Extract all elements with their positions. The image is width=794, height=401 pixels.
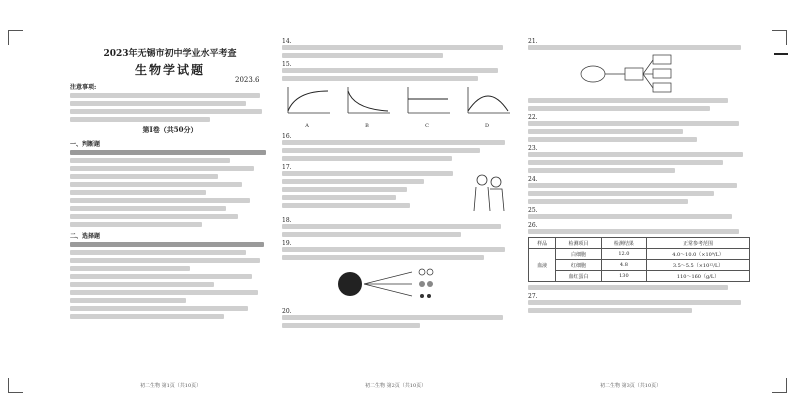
table-row	[529, 271, 750, 282]
table-header: 样品	[529, 238, 556, 249]
text-line	[528, 137, 697, 142]
text-line	[528, 45, 741, 50]
text-line	[528, 214, 732, 219]
question-number: 24.	[528, 176, 538, 183]
text-line	[70, 117, 210, 122]
curve-graph	[402, 85, 452, 119]
graph-b	[342, 85, 392, 129]
table-row	[529, 249, 750, 260]
text-line	[282, 195, 396, 200]
text-line	[282, 187, 407, 192]
text-line	[282, 148, 480, 153]
question-number: 20.	[282, 308, 292, 315]
table-cell: 白细胞	[556, 249, 601, 260]
text-line	[282, 76, 478, 81]
text-line	[282, 232, 461, 237]
table-header-row	[529, 238, 750, 249]
text-line	[70, 101, 246, 106]
text-line	[528, 191, 714, 196]
text-line	[528, 121, 739, 126]
text-line	[70, 222, 202, 227]
text-line	[70, 150, 266, 155]
question-number: 21.	[528, 38, 538, 45]
text-line	[70, 182, 242, 187]
text-line	[70, 206, 226, 211]
section-title: 第I卷（共50分）	[142, 125, 198, 134]
text-line	[70, 282, 214, 287]
graph-label: B	[365, 123, 369, 129]
text-line	[282, 45, 503, 50]
text-line	[70, 93, 260, 98]
question-number: 15.	[282, 61, 292, 68]
graph-label: D	[484, 123, 489, 129]
text-line	[282, 255, 484, 260]
crop-mark	[772, 30, 787, 45]
text-line	[282, 179, 424, 184]
crop-mark	[8, 30, 23, 45]
table-cell: 红细胞	[556, 260, 601, 271]
table-row	[529, 260, 750, 271]
question-number: 22.	[528, 114, 538, 121]
page-footer: 初二生物 第1页（共10页）	[140, 383, 202, 389]
column-page-2	[282, 38, 512, 378]
question-number: 27.	[528, 293, 538, 300]
text-line	[282, 140, 505, 145]
text-line	[282, 203, 410, 208]
question-number: 23.	[528, 145, 538, 152]
blood-test-table	[528, 237, 750, 282]
text-line	[282, 171, 453, 176]
text-line	[70, 266, 190, 271]
text-line	[70, 258, 260, 263]
question-number: 16.	[282, 133, 292, 140]
page-footer: 初二生物 第2页（共10页）	[365, 383, 427, 389]
text-line	[282, 247, 505, 252]
text-line	[70, 298, 186, 303]
column-page-1	[70, 38, 270, 378]
text-line	[528, 168, 675, 173]
crop-mark	[8, 378, 23, 393]
text-line	[528, 300, 741, 305]
column-page-3	[528, 38, 750, 378]
question-number: 18.	[282, 217, 292, 224]
question-number: 14.	[282, 38, 292, 45]
table-cell: 4.8	[601, 260, 646, 271]
text-line	[70, 250, 246, 255]
table-header: 检测项目	[556, 238, 601, 249]
text-line	[70, 214, 238, 219]
graph-label: C	[425, 123, 429, 129]
text-line	[282, 156, 452, 161]
table-cell: 110～160（g/L）	[647, 271, 750, 282]
text-line	[528, 129, 683, 134]
text-line	[70, 174, 218, 179]
text-line	[282, 323, 420, 328]
text-line	[528, 199, 688, 204]
text-line	[528, 160, 723, 165]
sample-cell: 血液	[529, 249, 556, 282]
exam-title: 2023年无锡市初中学业水平考查	[103, 49, 237, 59]
text-line	[528, 229, 739, 234]
graph-d	[462, 85, 512, 129]
question-number: 17.	[282, 164, 292, 171]
graph-label: A	[305, 123, 309, 129]
text-line	[528, 152, 743, 157]
text-line	[528, 308, 692, 313]
text-line	[70, 198, 250, 203]
part-heading: 二、选择题	[70, 233, 101, 240]
part-heading: 一、判断题	[70, 141, 101, 148]
text-line	[70, 242, 264, 247]
table-cell: 4.0～10.0（×10⁹/L）	[647, 249, 750, 260]
text-line	[70, 314, 224, 319]
text-line	[70, 306, 248, 311]
graph-options	[282, 85, 512, 129]
table-cell: 3.5～5.5（×10¹²/L）	[647, 260, 750, 271]
classification-diagram	[579, 54, 699, 94]
exam-subject: 生物学试题	[134, 63, 205, 77]
text-line	[70, 166, 254, 171]
exam-date: 2023.6	[235, 76, 260, 84]
curve-graph	[282, 85, 332, 119]
graph-a	[282, 85, 332, 129]
text-line	[282, 53, 443, 58]
question-number: 19.	[282, 240, 292, 247]
question-number: 25.	[528, 207, 538, 214]
text-line	[282, 315, 503, 320]
text-line	[282, 68, 498, 73]
graph-c	[402, 85, 452, 129]
notice-heading: 注意事项:	[70, 84, 97, 91]
text-line	[528, 106, 710, 111]
q17-block	[282, 171, 512, 217]
first-aid-figure	[466, 171, 512, 217]
text-line	[70, 190, 206, 195]
text-line	[70, 158, 230, 163]
table-header: 检测结果	[601, 238, 646, 249]
text-line	[282, 224, 501, 229]
curve-graph	[462, 85, 512, 119]
text-line	[528, 285, 728, 290]
text-line	[70, 290, 258, 295]
table-cell: 血红蛋白	[556, 271, 601, 282]
margin-mark	[774, 53, 788, 55]
text-line	[528, 183, 737, 188]
table-cell: 130	[601, 271, 646, 282]
question-number: 26.	[528, 222, 538, 229]
text-line	[70, 109, 262, 114]
text-line	[528, 98, 728, 103]
stem-cell-diagram	[322, 264, 472, 304]
text-line	[70, 274, 252, 279]
curve-graph	[342, 85, 392, 119]
page-footer: 初二生物 第3页（共10页）	[600, 383, 662, 389]
q17-text	[282, 171, 460, 217]
table-cell: 12.0	[601, 249, 646, 260]
crop-mark	[772, 378, 787, 393]
table-header: 正常参考范围	[647, 238, 750, 249]
